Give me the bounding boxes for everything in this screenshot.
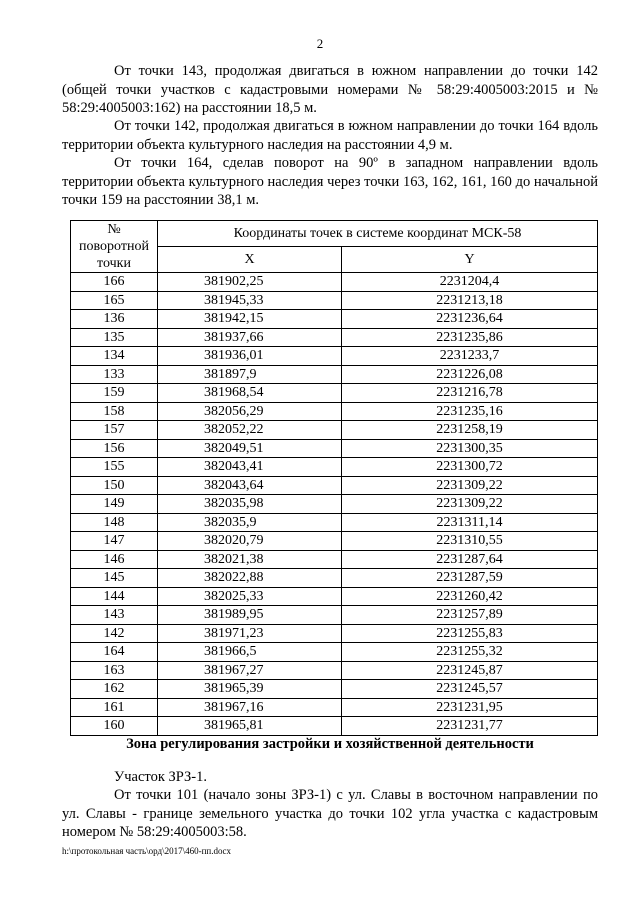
- intro-paragraph-3: От точки 164, сделав поворот на 90º в западном направлении вдоль территории объекта культурного наследия через точки 163, 162, 161, 160 до начальной точки 159 на расстоянии 38,1 м.: [62, 155, 598, 208]
- table-row: [71, 624, 598, 643]
- x-coordinate-cell: 382052,22: [158, 421, 342, 440]
- point-number-cell: 166: [71, 273, 158, 292]
- point-number-cell: 159: [71, 384, 158, 403]
- table-row: [71, 550, 598, 569]
- point-number-cell: 163: [71, 661, 158, 680]
- table-row: [71, 587, 598, 606]
- table-row: [71, 291, 598, 310]
- table-row: [71, 402, 598, 421]
- x-coordinate-cell: 381897,9: [158, 365, 342, 384]
- y-coordinate-cell: 2231260,42: [342, 587, 598, 606]
- table-row: [71, 661, 598, 680]
- section-heading: Зона регулирования застройки и хозяйственной деятельности: [126, 736, 534, 752]
- table-row: [71, 569, 598, 588]
- y-coordinate-cell: 2231255,83: [342, 624, 598, 643]
- y-coordinate-cell: 2231216,78: [342, 384, 598, 403]
- y-coordinate-cell: 2231309,22: [342, 476, 598, 495]
- y-coordinate-cell: 2231287,59: [342, 569, 598, 588]
- x-coordinate-cell: 381971,23: [158, 624, 342, 643]
- x-coordinate-cell: 382035,9: [158, 513, 342, 532]
- point-number-cell: 133: [71, 365, 158, 384]
- y-coordinate-cell: 2231300,35: [342, 439, 598, 458]
- table-row: [71, 495, 598, 514]
- point-number-cell: 136: [71, 310, 158, 329]
- table-row: [71, 606, 598, 625]
- table-row: [71, 717, 598, 736]
- point-number-cell: 165: [71, 291, 158, 310]
- section-paragraph-2: От точки 101 (начало зоны ЗРЗ-1) с ул. Славы в восточном направлении по ул. Славы - границе земельного участка до точки 102 угла участка с кадастровым номером № 58:29:4005003:58.: [62, 787, 598, 840]
- y-coordinate-cell: 2231310,55: [342, 532, 598, 551]
- table-row: [71, 439, 598, 458]
- point-number-cell: 145: [71, 569, 158, 588]
- y-coordinate-cell: 2231245,57: [342, 680, 598, 699]
- x-coordinate-cell: 381965,81: [158, 717, 342, 736]
- x-coordinate-cell: 381942,15: [158, 310, 342, 329]
- table-row: [71, 476, 598, 495]
- x-coordinate-cell: 381945,33: [158, 291, 342, 310]
- y-coordinate-cell: 2231213,18: [342, 291, 598, 310]
- y-coordinate-cell: 2231257,89: [342, 606, 598, 625]
- point-number-cell: 147: [71, 532, 158, 551]
- table-row: [71, 310, 598, 329]
- y-coordinate-cell: 2231204,4: [342, 273, 598, 292]
- point-number-cell: 158: [71, 402, 158, 421]
- table-row: [71, 458, 598, 477]
- x-coordinate-cell: 382043,64: [158, 476, 342, 495]
- x-coordinate-cell: 381966,5: [158, 643, 342, 662]
- table-row: [71, 698, 598, 717]
- table-row: [71, 643, 598, 662]
- y-coordinate-cell: 2231255,32: [342, 643, 598, 662]
- x-coordinate-cell: 382049,51: [158, 439, 342, 458]
- header-y: Y: [342, 247, 598, 273]
- table-row: [71, 421, 598, 440]
- point-number-cell: 157: [71, 421, 158, 440]
- table-row: [71, 680, 598, 699]
- table-row: [71, 328, 598, 347]
- x-coordinate-cell: 381937,66: [158, 328, 342, 347]
- y-coordinate-cell: 2231231,95: [342, 698, 598, 717]
- x-coordinate-cell: 381936,01: [158, 347, 342, 366]
- y-coordinate-cell: 2231233,7: [342, 347, 598, 366]
- intro-paragraph-2: От точки 142, продолжая двигаться в южном направлении до точки 164 вдоль территории объекта культурного наследия на расстоянии 4,9 м.: [62, 118, 598, 153]
- point-number-cell: 144: [71, 587, 158, 606]
- x-coordinate-cell: 381967,27: [158, 661, 342, 680]
- x-coordinate-cell: 381989,95: [158, 606, 342, 625]
- y-coordinate-cell: 2231287,64: [342, 550, 598, 569]
- table-row: [71, 347, 598, 366]
- x-coordinate-cell: 382020,79: [158, 532, 342, 551]
- x-coordinate-cell: 381902,25: [158, 273, 342, 292]
- intro-paragraph-1: От точки 143, продолжая двигаться в южном направлении до точки 142 (общей точки участков с кадастровыми номерами № 58:29:4005003:2015 и № 58:29:4005003:162) на расстоянии 18,5 м.: [62, 63, 598, 116]
- coordinates-table: [70, 220, 598, 736]
- y-coordinate-cell: 2231309,22: [342, 495, 598, 514]
- header-coordinates: Координаты точек в системе координат МСК-58: [158, 221, 598, 247]
- point-number-cell: 161: [71, 698, 158, 717]
- coordinates-table-body: [71, 273, 598, 736]
- x-coordinate-cell: 382035,98: [158, 495, 342, 514]
- footer-file-path: h:\протокольная часть\орд\2017\460-пп.docx: [62, 846, 231, 856]
- point-number-cell: 149: [71, 495, 158, 514]
- x-coordinate-cell: 381967,16: [158, 698, 342, 717]
- y-coordinate-cell: 2231235,86: [342, 328, 598, 347]
- point-number-cell: 142: [71, 624, 158, 643]
- y-coordinate-cell: 2231245,87: [342, 661, 598, 680]
- x-coordinate-cell: 382043,41: [158, 458, 342, 477]
- y-coordinate-cell: 2231226,08: [342, 365, 598, 384]
- table-row: [71, 513, 598, 532]
- y-coordinate-cell: 2231231,77: [342, 717, 598, 736]
- x-coordinate-cell: 382021,38: [158, 550, 342, 569]
- point-number-cell: 143: [71, 606, 158, 625]
- y-coordinate-cell: 2231300,72: [342, 458, 598, 477]
- point-number-cell: 134: [71, 347, 158, 366]
- page-number: 2: [316, 36, 324, 51]
- y-coordinate-cell: 2231236,64: [342, 310, 598, 329]
- x-coordinate-cell: 382025,33: [158, 587, 342, 606]
- point-number-cell: 162: [71, 680, 158, 699]
- table-row: [71, 273, 598, 292]
- x-coordinate-cell: 382022,88: [158, 569, 342, 588]
- point-number-cell: 150: [71, 476, 158, 495]
- point-number-cell: 146: [71, 550, 158, 569]
- table-row: [71, 365, 598, 384]
- section-paragraph-1: Участок ЗРЗ-1.: [114, 769, 207, 785]
- y-coordinate-cell: 2231258,19: [342, 421, 598, 440]
- header-point-number: № поворотной точки: [71, 221, 158, 273]
- point-number-cell: 155: [71, 458, 158, 477]
- y-coordinate-cell: 2231235,16: [342, 402, 598, 421]
- point-number-cell: 164: [71, 643, 158, 662]
- x-coordinate-cell: 382056,29: [158, 402, 342, 421]
- point-number-cell: 160: [71, 717, 158, 736]
- table-row: [71, 532, 598, 551]
- point-number-cell: 135: [71, 328, 158, 347]
- header-x: X: [158, 247, 342, 273]
- y-coordinate-cell: 2231311,14: [342, 513, 598, 532]
- point-number-cell: 156: [71, 439, 158, 458]
- point-number-cell: 148: [71, 513, 158, 532]
- x-coordinate-cell: 381965,39: [158, 680, 342, 699]
- table-row: [71, 384, 598, 403]
- x-coordinate-cell: 381968,54: [158, 384, 342, 403]
